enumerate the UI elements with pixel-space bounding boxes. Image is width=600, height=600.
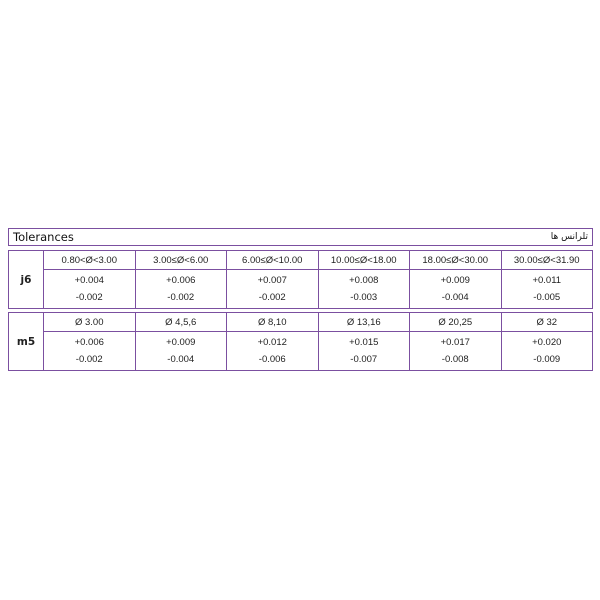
tolerance-cell (318, 332, 410, 371)
lower-deviation: -0.002 (75, 292, 103, 303)
title-english: Tolerances (13, 230, 74, 244)
upper-deviation: +0.009 (440, 275, 470, 286)
tolerance-cell (227, 332, 319, 371)
tolerance-table-j6 (8, 250, 593, 309)
lower-deviation: -0.002 (258, 292, 286, 303)
upper-deviation: +0.015 (349, 337, 379, 348)
diameter-header: Ø 13,16 (318, 313, 410, 332)
tolerance-cell (44, 270, 136, 309)
lower-deviation: -0.005 (533, 292, 561, 303)
lower-deviation: -0.006 (258, 354, 286, 365)
group-label-j6: j6 (9, 251, 44, 309)
tolerance-cell (135, 332, 227, 371)
tolerances-header (8, 228, 593, 246)
title-persian: تلرانس ها (550, 232, 588, 242)
tolerance-cell (410, 270, 502, 309)
lower-deviation: -0.002 (167, 292, 195, 303)
lower-deviation: -0.007 (350, 354, 378, 365)
range-header: 18.00≤Ø<30.00 (410, 251, 502, 270)
tolerance-cell (44, 332, 136, 371)
upper-deviation: +0.017 (440, 337, 470, 348)
upper-deviation: +0.011 (532, 275, 562, 286)
tolerance-table-m5 (8, 312, 593, 371)
lower-deviation: -0.004 (441, 292, 469, 303)
tolerance-cell (318, 270, 410, 309)
tolerance-cell (227, 270, 319, 309)
upper-deviation: +0.008 (349, 275, 379, 286)
tolerance-cell (410, 332, 502, 371)
diameter-header: Ø 3.00 (44, 313, 136, 332)
range-header: 0.80<Ø<3.00 (44, 251, 136, 270)
tolerance-cell (501, 270, 593, 309)
lower-deviation: -0.008 (441, 354, 469, 365)
upper-deviation: +0.012 (257, 337, 287, 348)
diameter-header: Ø 8,10 (227, 313, 319, 332)
upper-deviation: +0.009 (166, 337, 196, 348)
group-label-m5: m5 (9, 313, 44, 371)
lower-deviation: -0.003 (350, 292, 378, 303)
lower-deviation: -0.002 (75, 354, 103, 365)
upper-deviation: +0.004 (74, 275, 104, 286)
tolerance-cell (501, 332, 593, 371)
tolerance-cell (135, 270, 227, 309)
upper-deviation: +0.006 (166, 275, 196, 286)
upper-deviation: +0.006 (74, 337, 104, 348)
lower-deviation: -0.009 (533, 354, 561, 365)
range-header: 3.00≤Ø<6.00 (135, 251, 227, 270)
tolerances-panel (8, 228, 593, 365)
lower-deviation: -0.004 (167, 354, 195, 365)
upper-deviation: +0.007 (257, 275, 287, 286)
range-header: 6.00≤Ø<10.00 (227, 251, 319, 270)
diameter-header: Ø 4,5,6 (135, 313, 227, 332)
diameter-header: Ø 32 (501, 313, 593, 332)
upper-deviation: +0.020 (532, 337, 562, 348)
diameter-header: Ø 20,25 (410, 313, 502, 332)
range-header: 30.00≤Ø<31.90 (501, 251, 593, 270)
range-header: 10.00≤Ø<18.00 (318, 251, 410, 270)
